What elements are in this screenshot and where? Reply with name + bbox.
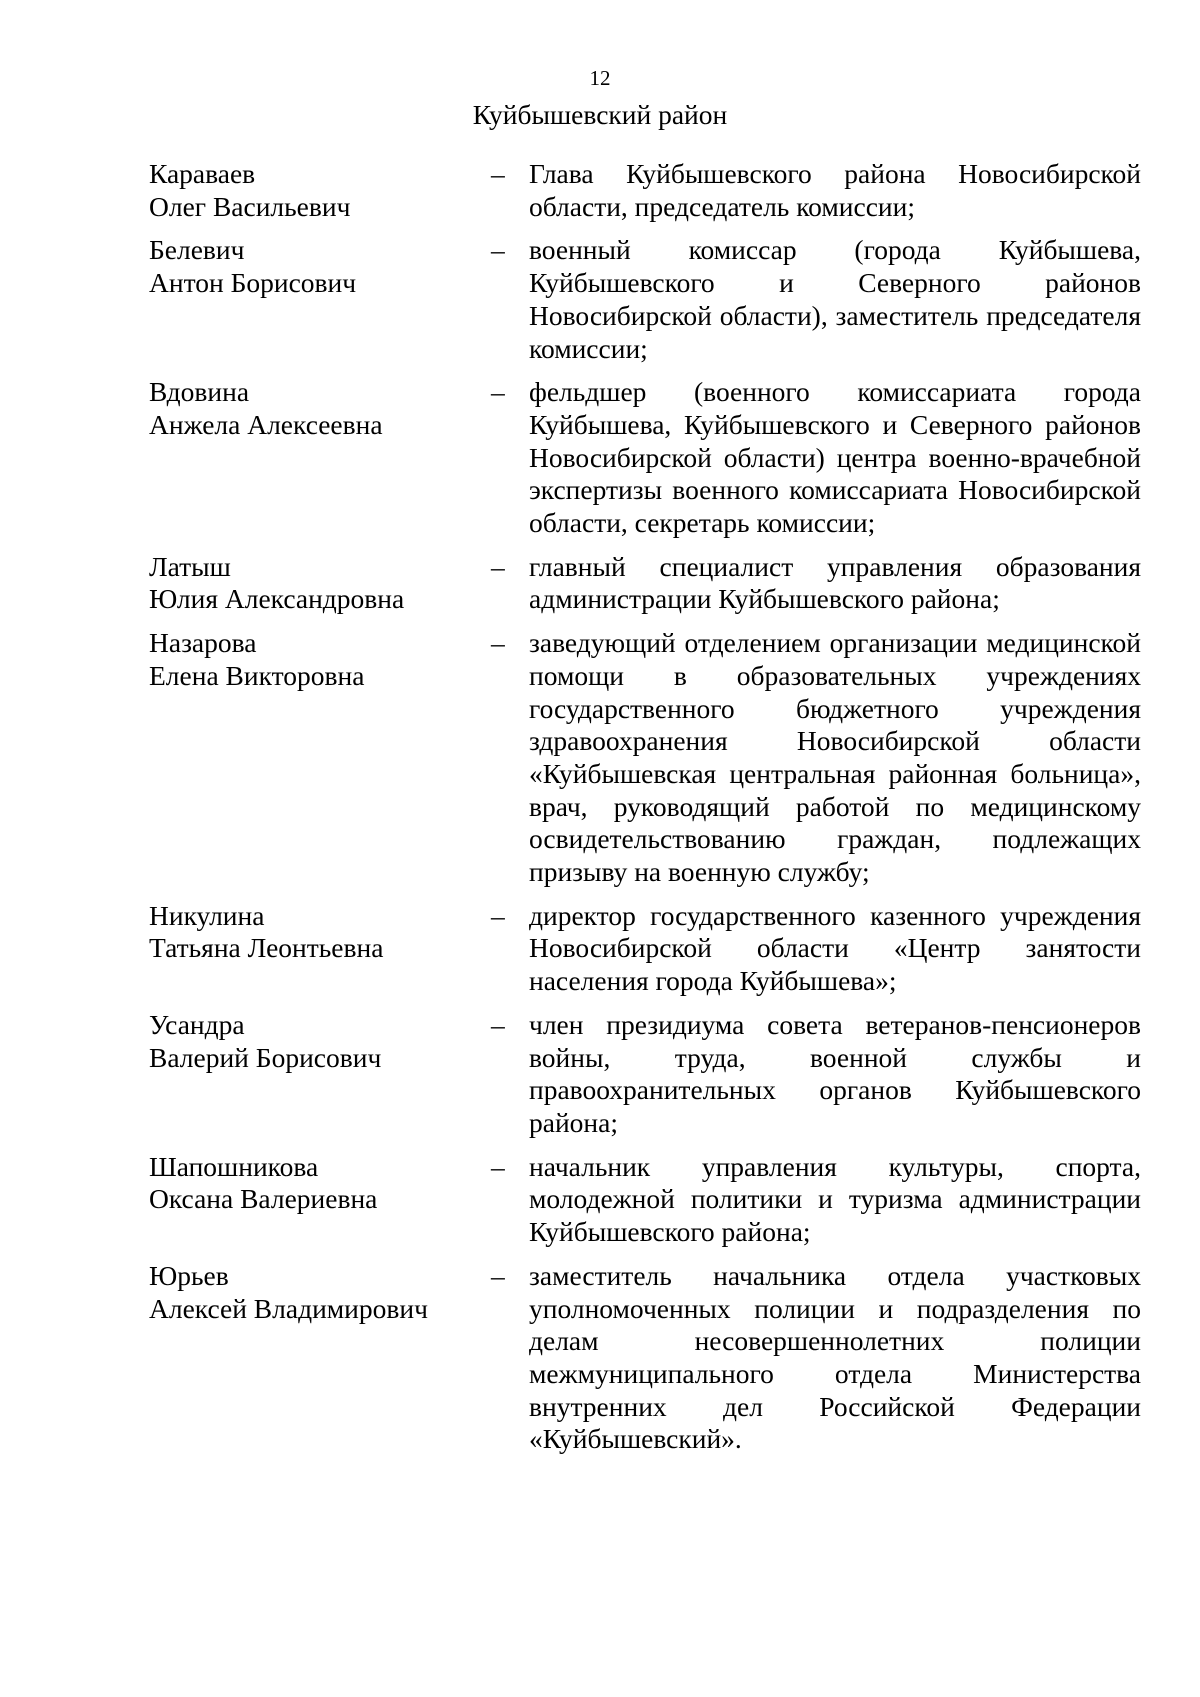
member-entry xyxy=(149,1260,1141,1456)
member-name xyxy=(149,1009,491,1074)
dash-separator: – xyxy=(491,1008,505,1040)
member-surname: Назарова xyxy=(149,627,257,659)
member-name xyxy=(149,900,491,965)
member-entry xyxy=(149,158,1141,223)
member-given-names: Антон Борисович xyxy=(149,267,357,299)
member-entry xyxy=(149,234,1141,365)
member-position: начальник управления культуры, спорта, молодежной политики и туризма администрации Куйбышевского района; xyxy=(529,1150,1141,1248)
member-entry xyxy=(149,1151,1141,1249)
dash-separator: – xyxy=(491,1259,505,1291)
dash-separator: – xyxy=(491,627,505,659)
member-surname: Усандра xyxy=(149,1008,245,1040)
member-position: директор государственного казенного учреждения Новосибирской области «Центр занятости населения города Куйбышева»; xyxy=(529,899,1141,997)
member-given-names: Елена Викторовна xyxy=(149,659,365,691)
member-name xyxy=(149,1260,491,1325)
member-given-names: Оксана Валериевна xyxy=(149,1183,378,1215)
member-surname: Юрьев xyxy=(149,1259,229,1291)
dash-separator: – xyxy=(491,376,505,408)
member-name xyxy=(149,376,491,441)
commission-member-list xyxy=(149,158,1141,1467)
member-surname: Шапошникова xyxy=(149,1150,319,1182)
member-given-names: Алексей Владимирович xyxy=(149,1292,428,1324)
member-entry xyxy=(149,627,1141,889)
member-surname: Вдовина xyxy=(149,376,250,408)
member-position: фельдшер (военного комиссариата города Куйбышева, Куйбышевского и Северного районов Новосибирской области) центра военно-врачебной экспертизы военного комиссариата Новосибирской области, секретарь комиссии; xyxy=(529,376,1141,539)
member-surname: Белевич xyxy=(149,234,245,266)
district-title: Куйбышевский район xyxy=(472,99,728,130)
member-given-names: Валерий Борисович xyxy=(149,1041,382,1073)
dash-separator: – xyxy=(491,158,505,189)
member-position: заведующий отделением организации медицинской помощи в образовательных учреждениях государственного бюджетного учреждения здравоохранения Новосибирской области «Куйбышевская центральная районная больница», врач, руководящий работой по медицинскому освидетельствованию граждан, подлежащих призыву на военную службу; xyxy=(529,627,1141,888)
dash-separator: – xyxy=(491,899,505,931)
member-name xyxy=(149,1151,491,1216)
member-given-names: Татьяна Леонтьевна xyxy=(149,932,384,964)
member-name xyxy=(149,551,491,616)
member-entry xyxy=(149,376,1141,540)
member-position: главный специалист управления образования администрации Куйбышевского района; xyxy=(529,550,1141,615)
member-surname: Караваев xyxy=(149,158,256,189)
member-entry xyxy=(149,1009,1141,1140)
member-name xyxy=(149,234,491,299)
member-given-names: Анжела Алексеевна xyxy=(149,408,383,440)
member-entry xyxy=(149,900,1141,998)
member-position: член президиума совета ветеранов-пенсионеров войны, труда, военной службы и правоохранительных органов Куйбышевского района; xyxy=(529,1008,1141,1138)
member-name xyxy=(149,627,491,692)
member-position: военный комиссар (города Куйбышева, Куйбышевского и Северного районов Новосибирской области), заместитель председателя комиссии; xyxy=(529,234,1141,364)
member-given-names: Олег Васильевич xyxy=(149,190,351,222)
member-surname: Латыш xyxy=(149,550,231,582)
member-name xyxy=(149,158,491,223)
member-position: заместитель начальника отдела участковых уполномоченных полиции и подразделения по делам несовершеннолетних полиции межмуниципального отдела Министерства внутренних дел Российской Федерации «Куйбышевский». xyxy=(529,1259,1141,1455)
member-given-names: Юлия Александровна xyxy=(149,583,405,615)
page-number: 12 xyxy=(589,66,611,90)
dash-separator: – xyxy=(491,234,505,266)
dash-separator: – xyxy=(491,550,505,582)
member-position: Глава Куйбышевского района Новосибирской области, председатель комиссии; xyxy=(529,158,1141,222)
member-surname: Никулина xyxy=(149,899,265,931)
member-entry xyxy=(149,551,1141,616)
dash-separator: – xyxy=(491,1150,505,1182)
